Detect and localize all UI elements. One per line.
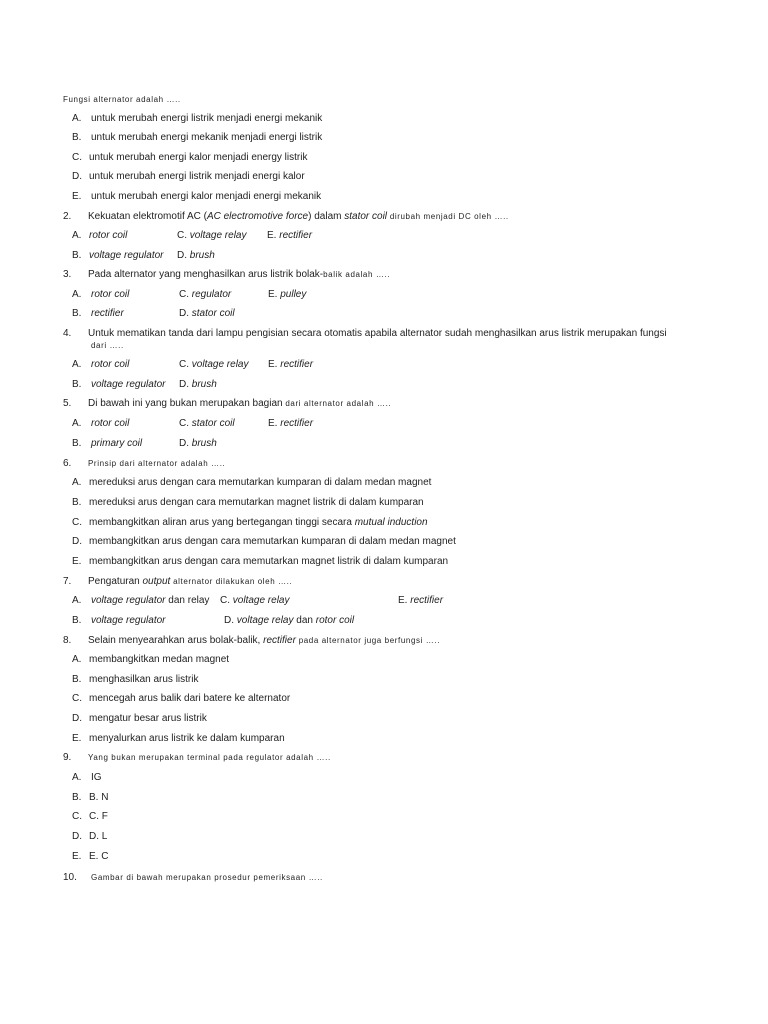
question-number: 5.	[63, 398, 72, 409]
question-number: 4.	[63, 328, 72, 339]
question-stem: Kekuatan elektromotif AC (AC electromotive force) dalam stator coil dirubah menjadi DC oleh …..	[88, 211, 509, 222]
question-number: 7.	[63, 576, 72, 587]
question-number: 8.	[63, 635, 72, 646]
intro-question-stem: Fungsi alternator adalah …..	[63, 95, 181, 104]
question-number: 6.	[63, 458, 72, 469]
question-stem: Di bawah ini yang bukan merupakan bagian dari alternator adalah …..	[88, 398, 392, 409]
question-stem: Gambar di bawah merupakan prosedur pemeriksaan …..	[91, 873, 323, 882]
question-stem: Untuk mematikan tanda dari lampu pengisian secara otomatis apabila alternator sudah menghasilkan arus listrik merupakan fungsi	[88, 328, 667, 339]
question-stem: Pengaturan output alternator dilakukan oleh …..	[88, 576, 293, 587]
question-number: 10.	[63, 872, 77, 883]
question-stem: Yang bukan merupakan terminal pada regulator adalah …..	[88, 753, 331, 762]
question-number: 3.	[63, 269, 72, 280]
question-stem: Prinsip dari alternator adalah …..	[88, 459, 226, 468]
question-4-stem-continuation: dari …..	[91, 341, 124, 350]
question-stem: Selain menyearahkan arus bolak-balik, rectifier pada alternator juga berfungsi …..	[88, 635, 441, 646]
question-number: 2.	[63, 211, 72, 222]
question-number: 9.	[63, 752, 72, 763]
question-stem: Pada alternator yang menghasilkan arus listrik bolak-balik adalah …..	[88, 269, 391, 280]
document-page: Fungsi alternator adalah ….. A. untuk merubah energi listrik menjadi energi mekanik B. untuk merubah energi mekanik menjadi energi listrik C. untuk merubah energi kalor menjadi energy listrik D. untuk merubah energi listrik menjadi energi kalor E. untuk merubah energi kalor menjadi energi mekanik 2. Kekuatan elektromotif AC (AC electromotive force) dalam stator coil dirubah menjadi DC oleh ….. A. rotor coil C. voltage relay E. rectifier B. voltage regulator D. brush 3. Pada alternator yang menghasilkan arus listrik bolak-balik adalah ….. A. rotor coil C. regulator E. pulley B. rectifier D. stator coil 4. Untuk mematikan tanda dari lampu pengisian secara otomatis apabila alternator sudah menghasilkan arus listrik merupakan fungsi dari ….. A. rotor coil C. voltage relay E. rectifier B. voltage regulator D. brush 5. Di bawah ini yang bukan merupakan bagian dari alternator adalah ….. A. rotor coil C. stator coil E. rectifier B. primary coil D. brush 6. Prinsip dari alternator adalah ….. A. mereduksi arus dengan cara memutarkan kumparan di dalam medan magnet B. mereduksi arus dengan cara memutarkan magnet listrik di dalam kumparan C. membangkitkan aliran arus yang bertegangan tinggi secara mutual induction D. membangkitkan arus dengan cara memutarkan kumparan di dalam medan magnet E. membangkitkan arus dengan cara memutarkan magnet listrik di dalam kumparan 7. Pengaturan output alternator dilakukan oleh ….. A. voltage regulator dan relay C. voltage relay E. rectifier B. voltage regulator D. voltage relay dan rotor coil 8. Selain menyearahkan arus bolak-balik, rectifier pada alternator juga berfungsi ….. A. membangkitkan medan magnet B. menghasilkan arus listrik C. mencegah arus balik dari batere ke alternator D. mengatur besar arus listrik E. menyalurkan arus listrik ke dalam kumparan 9. Yang bukan merupakan terminal pada regulator adalah ….. A. IG B. B. N C. C. F D. D. L E. E. C 10. Gambar di bawah merupakan prosedur pemeriksaan …..	[63, 95, 667, 883]
